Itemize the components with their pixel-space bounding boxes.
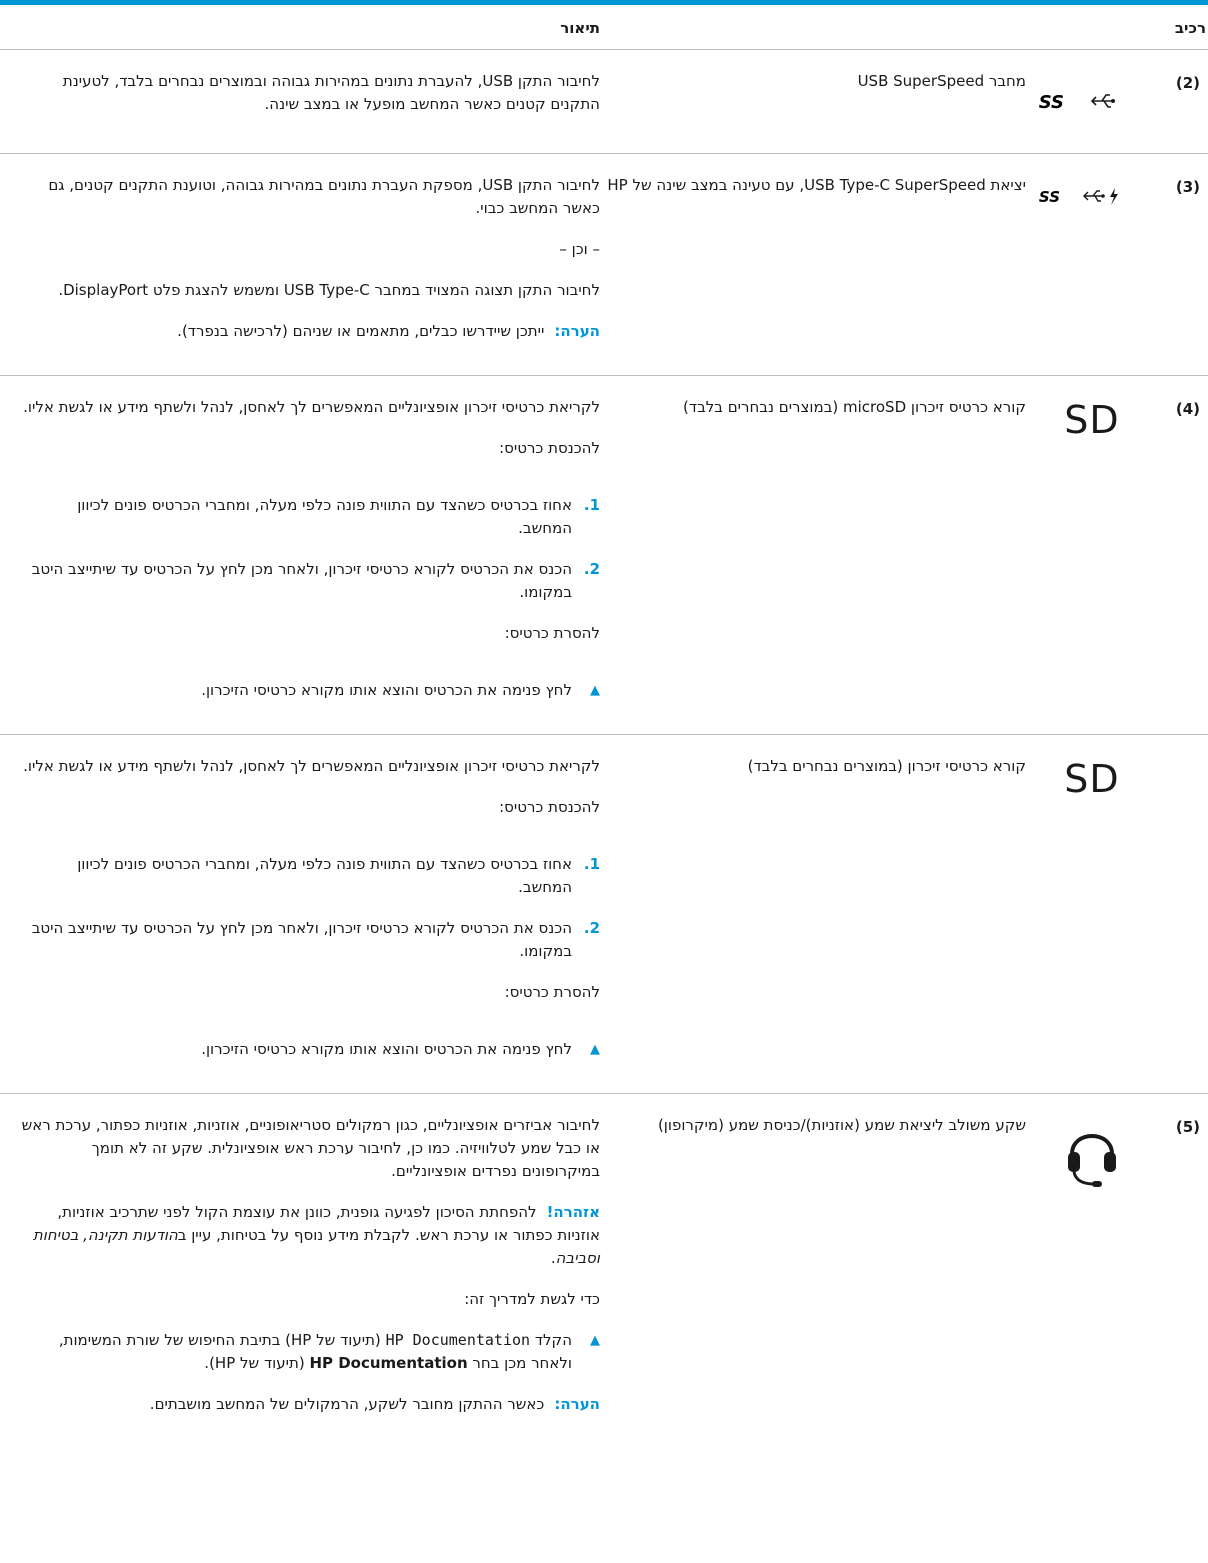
note: הערה:כאשר ההתקן מחובר לשקע, הרמקולים של המחשב מושבתים. bbox=[149, 1395, 600, 1413]
component-name: שקע משולב ליציאת שמע (אוזניות)/כניסת שמע (מיקרופון) bbox=[657, 1116, 1026, 1134]
row-number: (5) bbox=[1175, 1118, 1200, 1136]
note: הערה:ייתכן שיידרשו כבלים, מתאמים או שניהם (לרכישה בנפרד). bbox=[177, 322, 600, 340]
usb-superspeed-icon bbox=[1032, 50, 1152, 154]
table-row bbox=[0, 1094, 1208, 1449]
row-number: (3) bbox=[1152, 154, 1208, 376]
triangle-bullet-icon: ▲ bbox=[590, 1333, 600, 1348]
component-name: קורא כרטיסי זיכרון (במוצרים נבחרים בלבד) bbox=[600, 735, 1032, 1094]
triangle-bullet-icon: ▲ bbox=[590, 1042, 600, 1057]
column-header-description: תיאור bbox=[0, 5, 600, 50]
component-name: מחבר USB SuperSpeed bbox=[600, 50, 1032, 154]
usb-typec-charging-icon bbox=[1032, 154, 1152, 376]
component-description: לחיבור התקן USB, להעברת נתונים במהירות גבוהה ובמוצרים נבחרים בלבד, לטעינת התקנים קטנים כאשר המחשב מופעל או במצב שינה. bbox=[0, 50, 600, 154]
table-row bbox=[0, 735, 1208, 1094]
list-item: 1. אחוז בכרטיס כשהצד עם התווית פונה כלפי מעלה, ומחברי הכרטיס פונים לכיוון המחשב. bbox=[77, 855, 600, 896]
sd-card-icon: SD bbox=[1032, 376, 1152, 735]
row-number bbox=[1152, 735, 1208, 1094]
sd-card-icon: SD bbox=[1032, 735, 1152, 1094]
component-description: לחיבור אביזרים אופציונליים, כגון רמקולים סטריאופוניים, אוזניות, אוזניות כפתור, ערכת ראש או כבל שמע לטלוויזיה. כמו כן, לחיבור ערכת ראש אופציונלית. שקע זה לא תומך במיקרופונים נפרדים אופציונליים. אזהרה!להפחתת הסיכון לפגיעה גופנית, כוונן את עוצמת הקול לפני שתרכיב אוזניות, אוזניות כפתור או ערכת ראש. לקבלת מידע נוסף על בטיחות, עיין בהודעות תקינה, בטיחות וסביבה. כדי לגשת למדריך זה: ▲ הקלד HP Documentation (תיעוד של HP) בתיבת החיפוש של שורת המשימות, ולאחר מכן בחר HP Documentation (תיעוד של HP). הערה:כאשר ההתקן מחובר לשקע, הרמקולים של המחשב מושבתים. bbox=[0, 1094, 600, 1449]
table-row bbox=[0, 154, 1208, 376]
component-description: לקריאת כרטיסי זיכרון אופציונליים המאפשרים לך לאחסן, לנהל ולשתף מידע או לגשת אליו. להכנסת כרטיס: 1. אחוז בכרטיס כשהצד עם התווית פונה כלפי מעלה, ומחברי הכרטיס פונים לכיוון המחשב. 2. הכנס את הכרטיס לקורא כרטיסי זיכרון, ולאחר מכן לחץ על הכרטיס עד שיתייצב היטב במקומו. להסרת כרטיס: ▲ לחץ פנימה את הכרטיס והוצא אותו מקורא כרטיסי הזיכרון. bbox=[0, 376, 600, 735]
component-name: קורא כרטיס זיכרון microSD (במוצרים נבחרים בלבד) bbox=[600, 376, 1032, 735]
triangle-bullet-icon: ▲ bbox=[590, 683, 600, 698]
row-number: (2) bbox=[1152, 50, 1208, 154]
list-item: ▲ הקלד HP Documentation (תיעוד של HP) בתיבת החיפוש של שורת המשימות, ולאחר מכן בחר HP Documentation (תיעוד של HP). bbox=[20, 1329, 600, 1375]
components-table bbox=[0, 5, 1208, 1448]
list-item: ▲ לחץ פנימה את הכרטיס והוצא אותו מקורא כרטיסי הזיכרון. bbox=[20, 679, 600, 702]
component-name: יציאת USB Type-C SuperSpeed, עם טעינה במצב שינה של HP bbox=[600, 154, 1032, 376]
list-item: ▲ לחץ פנימה את הכרטיס והוצא אותו מקורא כרטיסי הזיכרון. bbox=[20, 1038, 600, 1061]
table-header-row bbox=[0, 5, 1208, 50]
component-description: לקריאת כרטיסי זיכרון אופציונליים המאפשרים לך לאחסן, לנהל ולשתף מידע או לגשת אליו. להכנסת כרטיס: 1. אחוז בכרטיס כשהצד עם התווית פונה כלפי מעלה, ומחברי הכרטיס פונים לכיוון המחשב. 2. הכנס את הכרטיס לקורא כרטיסי זיכרון, ולאחר מכן לחץ על הכרטיס עד שיתייצב היטב במקומו. להסרת כרטיס: ▲ לחץ פנימה את הכרטיס והוצא אותו מקורא כרטיסי הזיכרון. bbox=[0, 735, 600, 1094]
list-item: 2. הכנס את הכרטיס לקורא כרטיסי זיכרון, ולאחר מכן לחץ על הכרטיס עד שיתייצב היטב במקומו. bbox=[31, 560, 600, 601]
list-item: 2. הכנס את הכרטיס לקורא כרטיסי זיכרון, ולאחר מכן לחץ על הכרטיס עד שיתייצב היטב במקומו. bbox=[31, 919, 600, 960]
column-header-component: רכיב bbox=[600, 5, 1208, 50]
warning: אזהרה!להפחתת הסיכון לפגיעה גופנית, כוונן את עוצמת הקול לפני שתרכיב אוזניות, אוזניות כפתור או ערכת ראש. לקבלת מידע נוסף על בטיחות, עיין בהודעות תקינה, בטיחות וסביבה. bbox=[32, 1203, 600, 1267]
list-item: 1. אחוז בכרטיס כשהצד עם התווית פונה כלפי מעלה, ומחברי הכרטיס פונים לכיוון המחשב. bbox=[77, 496, 600, 537]
table-row bbox=[0, 376, 1208, 735]
table-row bbox=[0, 50, 1208, 154]
row-number: (4) bbox=[1152, 376, 1208, 735]
component-description: לחיבור התקן USB, מספקת העברת נתונים במהירות גבוהה, וטוענת התקנים קטנים, גם כאשר המחשב כבוי. – וכן – לחיבור התקן תצוגה המצויד במחבר USB Type-C ומשמש להצגת פלט DisplayPort. הערה:ייתכן שיידרשו כבלים, מתאמים או שניהם (לרכישה בנפרד). bbox=[0, 154, 600, 376]
svg-text:SS: SS bbox=[1038, 92, 1064, 113]
svg-text:SS: SS bbox=[1038, 188, 1060, 206]
headset-icon bbox=[1032, 1094, 1152, 1449]
